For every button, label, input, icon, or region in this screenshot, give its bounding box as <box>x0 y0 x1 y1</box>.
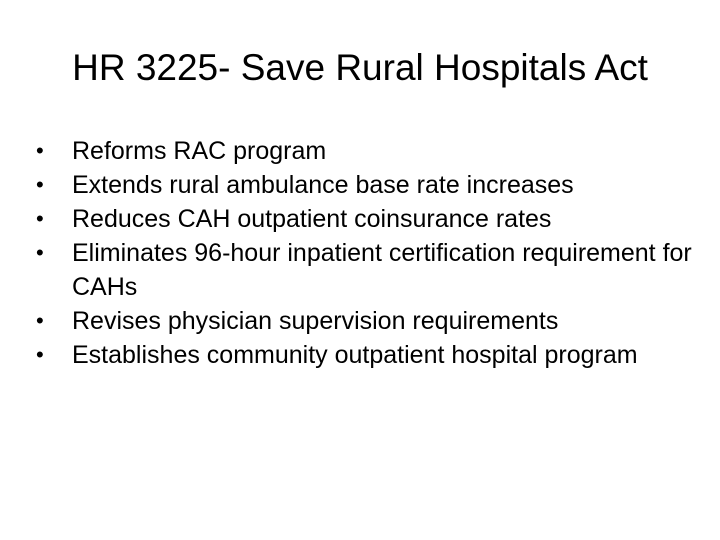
bullet-item-community-outpatient <box>36 338 696 372</box>
bullet-text: Revises physician supervision requirements <box>72 307 559 335</box>
bullet-item-ambulance-rates <box>36 168 696 202</box>
bullet-text: Reduces CAH outpatient coinsurance rates <box>72 205 552 233</box>
bullet-item-physician-supervision <box>36 304 696 338</box>
bullet-text: Extends rural ambulance base rate increases <box>72 171 574 199</box>
bullet-icon: • <box>36 172 44 197</box>
slide-title: HR 3225- Save Rural Hospitals Act <box>72 47 648 88</box>
bullet-list <box>36 134 696 372</box>
bullet-text: Reforms RAC program <box>72 137 327 165</box>
bullet-item-96-hour <box>36 236 696 304</box>
bullet-text: Establishes community outpatient hospital program <box>72 341 638 369</box>
bullet-icon: • <box>36 206 44 231</box>
bullet-icon: • <box>36 138 44 163</box>
bullet-item-cah-coinsurance <box>36 202 696 236</box>
bullet-icon: • <box>36 308 44 333</box>
bullet-text: Eliminates 96-hour inpatient certification requirement for CAHs <box>72 239 692 301</box>
bullet-icon: • <box>36 342 44 367</box>
bullet-icon: • <box>36 240 44 265</box>
bullet-item-reforms-rac <box>36 134 696 168</box>
